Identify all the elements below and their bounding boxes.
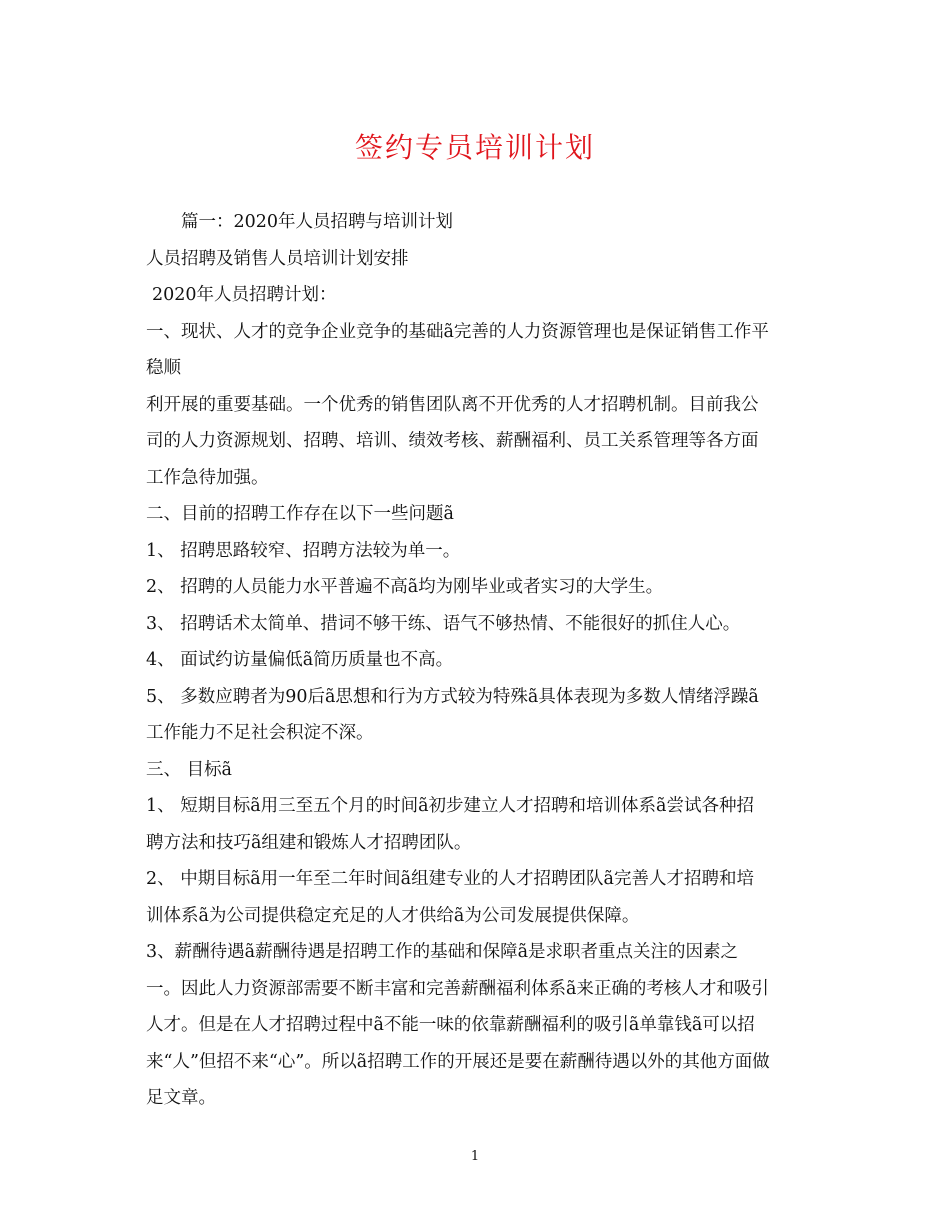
paragraph-line: 足文章。 [146,1088,216,1108]
paragraph-line: 稳顺 [146,358,181,378]
paragraph-line: 工作急待加强。 [146,467,269,488]
paragraph-line: 一。因此人力资源部需要不断丰富和完善薪酬福利体系ã来正确的考核人才和吸引 [146,978,769,999]
paragraph-line: 工作能力不足社会积淀不深。 [146,723,374,743]
paragraph-line: 2020年人员招聘计划： [152,285,337,305]
list-item: 5、 多数应聘者为90后ã思想和行为方式较为特殊ã具体表现为多数人情绪浮躁ã [146,686,759,707]
list-item: 1、 招聘思路较窄、招聘方法较为单一。 [146,540,461,561]
document-body [146,204,814,1117]
paragraph-line: 司的人力资源规划、招聘、培训、绩效考核、薪酬福利、员工关系管理等各方面 [146,431,759,451]
page-number: 1 [470,1149,480,1164]
document-title: 签约专员培训计划 [354,131,595,164]
paragraph-line: 人员招聘及销售人员培训计划安排 [146,248,409,269]
paragraph-line: 来“人”但招不来“心”。所以ã招聘工作的开展还是要在薪酬待遇以外的其他方面做 [146,1051,770,1072]
list-item: 2、 招聘的人员能力水平普遍不高ã均为刚毕业或者实习的大学生。 [146,577,664,597]
list-item: 3、 招聘话术太简单、措词不够干练、语气不够热情、不能很好的抓住人心。 [146,613,741,634]
paragraph-line: 二、目前的招聘工作存在以下一些问题ã [146,504,454,524]
paragraph-line: 利开展的重要基础。一个优秀的销售团队离不开优秀的人才招聘机制。目前我公 [146,394,759,415]
list-item: 4、 面试约访量偏低ã简历质量也不高。 [146,650,454,670]
paragraph-line: 三、 目标ã [146,759,232,780]
list-item: 2、 中期目标ã用一年至二年时间ã组建专业的人才招聘团队ã完善人才招聘和培 [146,869,754,889]
list-item: 1、 短期目标ã用三至五个月的时间ã初步建立人才招聘和培训体系ã尝试各种招 [146,796,754,816]
list-item: 3、薪酬待遇ã薪酬待遇是招聘工作的基础和保障ã是求职者重点关注的因素之 [146,942,738,962]
section-heading: 篇一：2020年人员招聘与培训计划 [181,212,454,232]
paragraph-line: 聘方法和技巧ã组建和锻炼人才招聘团队。 [146,832,472,853]
paragraph-line: 训体系ã为公司提供稳定充足的人才供给ã为公司发展提供保障。 [146,905,640,926]
paragraph-line: 人才。但是在人才招聘过程中ã不能一味的依靠薪酬福利的吸引ã单靠钱ã可以招 [146,1015,755,1035]
paragraph-line: 一、现状、人才的竞争企业竞争的基础ã完善的人力资源管理也是保证销售工作平 [146,321,769,342]
